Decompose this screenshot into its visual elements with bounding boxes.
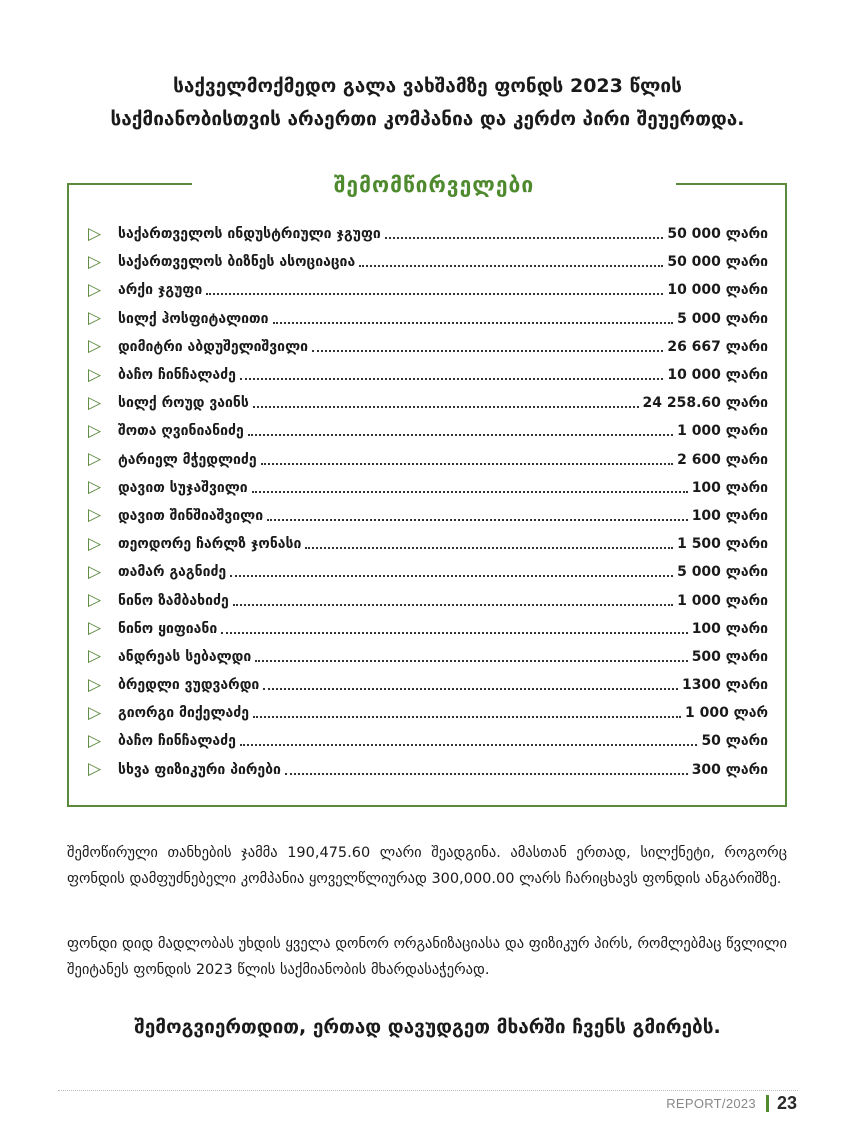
dot-leader	[285, 773, 688, 775]
donor-amount: 1 000 ლარ	[684, 705, 768, 722]
triangle-bullet-icon: ▷	[88, 533, 102, 554]
triangle-bullet-icon: ▷	[88, 477, 102, 498]
page-heading	[40, 70, 815, 136]
donor-amount: 1300 ლარი	[681, 677, 768, 694]
donor-amount: 5 000 ლარი	[677, 310, 768, 327]
dot-leader	[221, 632, 687, 634]
donor-name: ბრედლი ვუდვარდი	[118, 677, 260, 694]
thanks-paragraph: ფონდი დიდ მადლობას უხდის ყველა დონორ ორგანიზაციასა და ფიზიკურ პირს, რომლებმაც წვლილი შეიტანეს ფონდის 2023 წლის საქმიანობის მხარდასაჭერად.	[67, 936, 787, 978]
donors-box-title: შემომწირველები	[192, 170, 676, 200]
dot-leader	[273, 322, 674, 324]
donor-row	[88, 389, 768, 417]
heading-line-2: საქმიანობისთვის არაერთი კომპანია და კერძო პირი შეუერთდა.	[110, 108, 745, 130]
donor-row	[88, 586, 768, 614]
donor-name: ბაჩო ჩინჩალაძე	[118, 367, 236, 384]
triangle-bullet-icon: ▷	[88, 279, 102, 300]
dot-leader	[261, 463, 673, 465]
dot-leader	[263, 688, 678, 690]
dot-leader	[206, 293, 663, 295]
donor-row	[88, 530, 768, 558]
page-number: 23	[776, 1093, 797, 1113]
donor-row	[88, 671, 768, 699]
donor-name: ანდრეას სებალდი	[118, 648, 252, 665]
donor-row	[88, 756, 768, 784]
dot-leader	[240, 378, 663, 380]
donor-amount: 10 000 ლარი	[667, 367, 768, 384]
donor-name: გიორგი მიქელაძე	[118, 705, 249, 722]
donor-amount: 24 258.60 ლარი	[642, 395, 768, 412]
donor-name: დავით სუჯაშვილი	[118, 479, 248, 496]
dot-leader	[385, 237, 664, 239]
dot-leader	[253, 716, 681, 718]
donor-row	[88, 248, 768, 276]
donor-row	[88, 699, 768, 727]
donor-amount: 2 600 ლარი	[677, 451, 768, 468]
donor-amount: 500 ლარი	[691, 648, 768, 665]
donor-name: დავით შინშიაშვილი	[118, 507, 264, 524]
donor-row	[88, 727, 768, 755]
triangle-bullet-icon: ▷	[88, 561, 102, 582]
closing-call-to-action: შემოგვიერთდით, ერთად დავუდგეთ მხარში ჩვენს გმირებს.	[134, 1016, 721, 1038]
donor-name: დიმიტრი აბდუშელიშვილი	[118, 338, 308, 355]
donor-amount: 5 000 ლარი	[677, 564, 768, 581]
donor-amount: 300 ლარი	[691, 761, 768, 778]
donor-name: ტარიელ მჭედლიძე	[118, 451, 257, 468]
triangle-bullet-icon: ▷	[88, 251, 102, 272]
donor-row	[88, 446, 768, 474]
donor-row	[88, 305, 768, 333]
dot-leader	[233, 604, 673, 606]
report-label: REPORT/2023	[666, 1096, 756, 1111]
donor-row	[88, 558, 768, 586]
heading-line-1: საქველმოქმედო გალა ვახშამზე ფონდს 2023 წლის	[173, 75, 682, 97]
triangle-bullet-icon: ▷	[88, 618, 102, 639]
triangle-bullet-icon: ▷	[88, 420, 102, 441]
donor-row	[88, 643, 768, 671]
donor-name: ნინო ყიფიანი	[118, 620, 218, 637]
donor-name: სილქ ჰოსფიტალითი	[118, 310, 269, 327]
page-footer	[666, 1093, 797, 1114]
triangle-bullet-icon: ▷	[88, 449, 102, 470]
donor-amount: 50 000 ლარი	[667, 226, 768, 243]
triangle-bullet-icon: ▷	[88, 505, 102, 526]
donor-amount: 26 667 ლარი	[667, 338, 768, 355]
triangle-bullet-icon: ▷	[88, 646, 102, 667]
dot-leader	[248, 434, 673, 436]
dot-leader	[359, 265, 663, 267]
triangle-bullet-icon: ▷	[88, 308, 102, 329]
triangle-bullet-icon: ▷	[88, 674, 102, 695]
donor-row	[88, 220, 768, 248]
donor-amount: 100 ლარი	[691, 620, 768, 637]
donor-row	[88, 361, 768, 389]
triangle-bullet-icon: ▷	[88, 336, 102, 357]
donors-list	[88, 220, 768, 784]
donor-amount: 1 500 ლარი	[677, 536, 768, 553]
donor-name: არქი ჯგუფი	[118, 282, 203, 299]
donor-name: შოთა ღვინიანიძე	[118, 423, 244, 440]
summary-paragraph: შემოწირული თანხების ჯამმა 190,475.60 ლარი შეადგინა. ამასთან ერთად, სილქნეტი, როგორც ფონდის დამფუძნებელი კომპანია ყოველწლიურად 300,000.00 ლარს ჩარიცხავს ფონდის ანგარიშზე.	[67, 845, 787, 887]
triangle-bullet-icon: ▷	[88, 702, 102, 723]
donor-row	[88, 417, 768, 445]
donor-name: თამარ გაგნიძე	[118, 564, 227, 581]
donor-name: თეოდორე ჩარლზ ჯონასი	[118, 536, 302, 553]
dot-leader	[252, 491, 688, 493]
triangle-bullet-icon: ▷	[88, 223, 102, 244]
donor-amount: 1 000 ლარი	[677, 592, 768, 609]
donor-name: ბაჩო ჩინჩალაძე	[118, 733, 236, 750]
dot-leader	[240, 744, 698, 746]
dot-leader	[253, 406, 639, 408]
footer-divider	[58, 1090, 798, 1091]
donor-amount: 100 ლარი	[691, 479, 768, 496]
donor-row	[88, 502, 768, 530]
dot-leader	[305, 547, 673, 549]
donor-row	[88, 615, 768, 643]
triangle-bullet-icon: ▷	[88, 730, 102, 751]
dot-leader	[255, 660, 687, 662]
dot-leader	[312, 350, 663, 352]
donor-amount: 50 ლარი	[701, 733, 768, 750]
donor-amount: 100 ლარი	[691, 507, 768, 524]
donor-row	[88, 276, 768, 304]
donor-name: ნინო ზამბახიძე	[118, 592, 229, 609]
footer-separator-bar	[766, 1095, 769, 1112]
donor-amount: 10 000 ლარი	[667, 282, 768, 299]
donor-row	[88, 333, 768, 361]
donor-amount: 1 000 ლარი	[677, 423, 768, 440]
triangle-bullet-icon: ▷	[88, 392, 102, 413]
triangle-bullet-icon: ▷	[88, 759, 102, 780]
triangle-bullet-icon: ▷	[88, 364, 102, 385]
donor-name: სილქ როუდ ვაინს	[118, 395, 249, 412]
dot-leader	[267, 519, 688, 521]
dot-leader	[230, 575, 673, 577]
donor-amount: 50 000 ლარი	[667, 254, 768, 271]
triangle-bullet-icon: ▷	[88, 590, 102, 611]
donor-row	[88, 474, 768, 502]
donor-name: საქართველოს ინდუსტრიული ჯგუფი	[118, 226, 381, 243]
donor-name: სხვა ფიზიკური პირები	[118, 761, 281, 778]
donor-name: საქართველოს ბიზნეს ასოციაცია	[118, 254, 356, 271]
